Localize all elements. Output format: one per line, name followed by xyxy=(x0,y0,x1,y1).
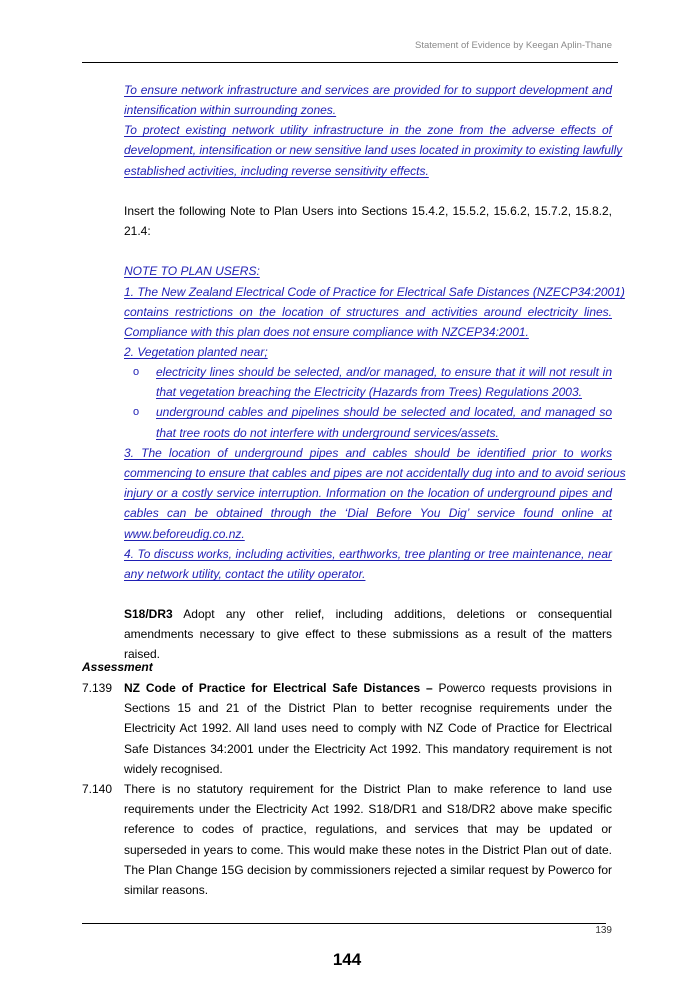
relief-paragraph xyxy=(124,604,612,665)
bullet-marker: o xyxy=(133,366,140,378)
insertion-line: To protect existing network utility infrastructure in the zone from the adverse effects of xyxy=(124,123,612,137)
paragraph-7-140: There is no statutory requirement for the District Plan to make reference to land use requirements under the Electricity Act 1992. S18/DR1 and S18/DR2 above make specific reference to codes of practice, regulations, and services that may be updated or superseded in years to come. This would make these notes in the District Plan out of date. The Plan Change 15G decision by commissioners rejected a similar request by Powerco for similar reasons. xyxy=(124,782,612,898)
insertion-line: development, intensification or new sensitive land uses located in proximity to existing lawfully xyxy=(124,143,623,157)
paragraph-text: Powerco requests provisions in Sections 15 and 21 of the District Plan to better recognise requirements under the Electricity Act 1992. All land uses need to comply with NZ Code of Practice for Electrical Safe Distances 34:2001 under the Electricity Act 1992. This mandatory requirement is not widely recognised. xyxy=(124,681,612,776)
insertion-line: intensification within surrounding zones. xyxy=(124,103,337,117)
note-item-1-line: contains restrictions on the location of structures and activities around electricity lines. xyxy=(124,305,612,319)
instruction-line: 21.4: xyxy=(124,224,151,238)
note-item-3-line: injury or a costly service interruption. Information on the location of underground pipes and xyxy=(124,486,612,500)
relief-text: Adopt any other relief, including additions, deletions or consequential amendments necessary to give effect to these submissions as a result of the matters raised. xyxy=(124,607,612,662)
note-item-3-line: commencing to ensure that cables and pipes are not accidentally dug into and to avoid serious xyxy=(124,466,626,480)
bullet-2-line: that tree roots do not interfere with underground services/assets. xyxy=(156,426,499,440)
note-item-4-line: 4. To discuss works, including activities, earthworks, tree planting or tree maintenance, near xyxy=(124,547,612,561)
note-item-2: 2. Vegetation planted near; xyxy=(124,345,268,359)
instruction-line: Insert the following Note to Plan Users into Sections 15.4.2, 15.5.2, 15.6.2, 15.7.2, 15.8.2, xyxy=(124,204,612,218)
paragraph-subject: NZ Code of Practice for Electrical Safe Distances – xyxy=(124,681,433,695)
note-item-3-line: cables can be obtained through the ‘Dial Before You Dig’ service found online at xyxy=(124,506,612,520)
header-rule xyxy=(82,62,618,63)
note-item-1-line: 1. The New Zealand Electrical Code of Practice for Electrical Safe Distances (NZECP34:2001) xyxy=(124,285,625,299)
bullet-1-line: that vegetation breaching the Electricity (Hazards from Trees) Regulations 2003. xyxy=(156,385,582,399)
bullet-marker: o xyxy=(133,406,140,418)
assessment-heading: Assessment xyxy=(82,660,153,674)
document-header: Statement of Evidence by Keegan Aplin-Thane xyxy=(415,40,612,51)
note-item-3-line: 3. The location of underground pipes and cables should be identified prior to works xyxy=(124,446,612,460)
note-item-3-line: www.beforeudig.co.nz. xyxy=(124,527,245,541)
relief-label: S18/DR3 xyxy=(124,607,173,621)
footer-rule xyxy=(82,923,606,924)
bullet-1-line: electricity lines should be selected, and/or managed, to ensure that it will not result in xyxy=(156,365,612,379)
note-item-1-line: Compliance with this plan does not ensure compliance with NZCEP34:2001. xyxy=(124,325,529,339)
insertion-line: established activities, including reverse sensitivity effects. xyxy=(124,164,429,178)
note-item-4-line: any network utility, contact the utility operator. xyxy=(124,567,366,581)
paragraph-number: 7.140 xyxy=(82,782,113,796)
insertion-line: To ensure network infrastructure and services are provided for to support development and xyxy=(124,83,612,97)
bullet-2-line: underground cables and pipelines should be selected and located, and managed so xyxy=(156,405,612,419)
document-stamp-number: 144 xyxy=(332,950,362,969)
page-number: 139 xyxy=(595,925,612,936)
paragraph-number: 7.139 xyxy=(82,681,113,695)
paragraph-7-139 xyxy=(124,678,612,779)
note-heading: NOTE TO PLAN USERS: xyxy=(124,264,260,278)
